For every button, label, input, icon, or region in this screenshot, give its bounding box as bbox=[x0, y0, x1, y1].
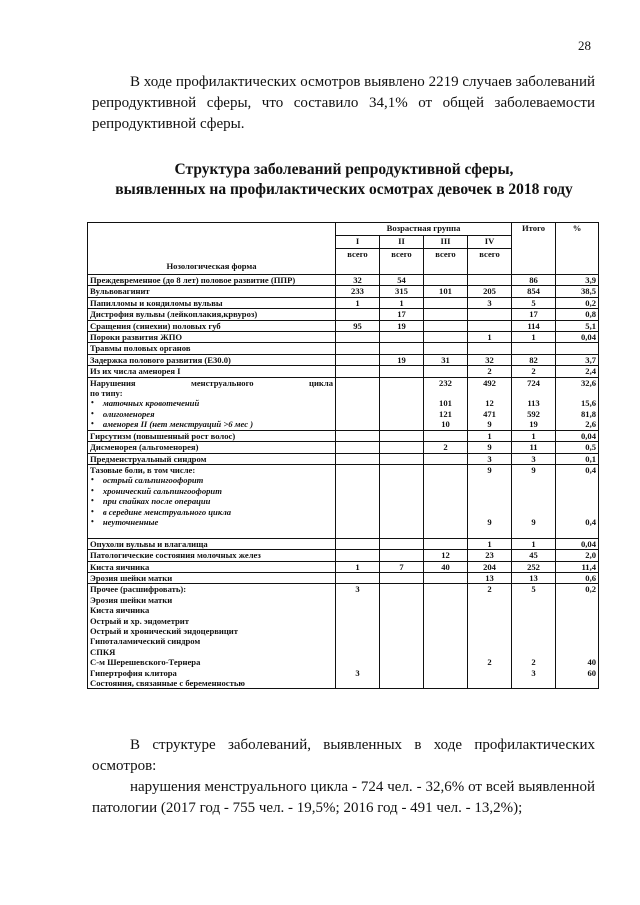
header-sub-1: всего bbox=[336, 249, 380, 275]
page-number: 28 bbox=[578, 38, 591, 53]
age-group-value bbox=[380, 538, 424, 549]
table-row bbox=[88, 538, 599, 549]
age-group-value bbox=[336, 332, 380, 343]
age-group-value bbox=[424, 275, 468, 286]
bullet-text: хронический сальпингоофорит bbox=[102, 485, 222, 496]
percent-value: 5,1 bbox=[556, 320, 599, 331]
percent-value: 0,04 bbox=[556, 538, 599, 549]
header-percent: % bbox=[556, 223, 599, 275]
age-group-value bbox=[336, 453, 380, 464]
sub-item: Острый и хронический эндоцервицит bbox=[90, 626, 238, 636]
table-row bbox=[88, 430, 599, 441]
nosology-name: Опухоли вульвы и влагалища bbox=[88, 538, 336, 549]
nosology-name: Вульвовагинит bbox=[88, 286, 336, 297]
sub-item: СПКЯ bbox=[90, 646, 116, 657]
total-value: 5 bbox=[512, 297, 556, 308]
age-group-value: 1 bbox=[336, 561, 380, 572]
nosology-name: Пороки развития ЖПО bbox=[88, 332, 336, 343]
bullet-item bbox=[90, 507, 333, 517]
age-group-value bbox=[468, 343, 512, 354]
title-line-1: Структура заболеваний репродуктивной сферы, bbox=[174, 161, 514, 178]
nosology-name bbox=[88, 584, 336, 689]
bullet-item bbox=[90, 419, 333, 429]
total-value bbox=[512, 343, 556, 354]
bullet-icon: • bbox=[91, 408, 94, 418]
age-group-value: 3 bbox=[468, 453, 512, 464]
age-group-value: 101 bbox=[424, 286, 468, 297]
subheading: Прочее (расшифровать): bbox=[90, 584, 187, 595]
bullet-icon: • bbox=[91, 419, 94, 429]
age-group-value: 9 bbox=[468, 442, 512, 453]
bullet-text: в середине менструального цикла bbox=[102, 506, 232, 517]
bullet-item bbox=[90, 517, 333, 527]
table-row bbox=[88, 550, 599, 561]
age-group-value: 315 bbox=[380, 286, 424, 297]
bullet-item bbox=[90, 409, 333, 419]
bullet-text: при спайках после операции bbox=[102, 496, 211, 507]
bullet-icon: • bbox=[91, 516, 94, 526]
percent-value: 0,1 bbox=[556, 453, 599, 464]
total-value: 45 bbox=[512, 550, 556, 561]
bullet-item bbox=[90, 496, 333, 506]
age-group-value bbox=[336, 572, 380, 583]
age-group-value bbox=[380, 464, 424, 538]
sub-item: Острый и хр. эндометрит bbox=[90, 615, 189, 626]
age-group-value bbox=[424, 538, 468, 549]
table-row bbox=[88, 561, 599, 572]
percent-value: 0,04 bbox=[556, 430, 599, 441]
age-group-value: 2 bbox=[424, 442, 468, 453]
age-group-value: 13 bbox=[468, 572, 512, 583]
age-group-value bbox=[468, 275, 512, 286]
total-value: 1 bbox=[512, 332, 556, 343]
age-group-value bbox=[380, 366, 424, 377]
nosology-name: Патологические состояния молочных желез bbox=[88, 550, 336, 561]
age-group-value: 32 bbox=[468, 354, 512, 365]
age-group-value bbox=[424, 464, 468, 538]
age-group-value bbox=[424, 297, 468, 308]
percent-value: 32,6 15,6 81,8 2,6 bbox=[556, 377, 599, 430]
percent-value: 0,4 0,4 bbox=[556, 464, 599, 538]
heading-word: Нарушения bbox=[90, 377, 136, 388]
sub-item: С-м Шерешевского-Тернера bbox=[90, 657, 201, 668]
bullet-icon: • bbox=[91, 398, 94, 408]
total-value: 114 bbox=[512, 320, 556, 331]
age-group-value: 1 bbox=[468, 430, 512, 441]
age-group-value bbox=[424, 366, 468, 377]
table-row bbox=[88, 572, 599, 583]
bullet-text: острый сальпингоофорит bbox=[102, 475, 204, 486]
bullet-text: аменорея II (нет менструаций >6 мес ) bbox=[102, 419, 254, 430]
age-group-value bbox=[380, 332, 424, 343]
header-age-1: I bbox=[336, 236, 380, 249]
age-group-value bbox=[380, 550, 424, 561]
total-value: 854 bbox=[512, 286, 556, 297]
age-group-value bbox=[424, 572, 468, 583]
header-sub-2: всего bbox=[380, 249, 424, 275]
age-group-value bbox=[336, 377, 380, 430]
age-group-value bbox=[424, 343, 468, 354]
percent-value: 0,2 40 60 bbox=[556, 584, 599, 689]
age-group-value: 1 bbox=[468, 332, 512, 343]
age-group-value: 54 bbox=[380, 275, 424, 286]
total-value: 1 bbox=[512, 430, 556, 441]
table-row bbox=[88, 343, 599, 354]
nosology-name: Сращения (синехии) половых губ bbox=[88, 320, 336, 331]
age-group-value bbox=[336, 309, 380, 320]
age-group-value: 31 bbox=[424, 354, 468, 365]
summary-block bbox=[92, 735, 595, 819]
table-row bbox=[88, 442, 599, 453]
age-group-value: 205 bbox=[468, 286, 512, 297]
age-group-value: 17 bbox=[380, 309, 424, 320]
age-group-value bbox=[336, 366, 380, 377]
nosology-name: Травмы половых органов bbox=[88, 343, 336, 354]
table-row bbox=[88, 332, 599, 343]
percent-value bbox=[556, 343, 599, 354]
age-group-value: 1 bbox=[468, 538, 512, 549]
age-group-value bbox=[336, 538, 380, 549]
menstrual-summary-paragraph: нарушения менструального цикла - 724 чел. - 32,6% от всей выявленной патологии (2017 год - 755 чел. - 19,5%; 2016 год - 491 чел. - 13,2%); bbox=[92, 779, 595, 816]
age-group-value: 32 bbox=[336, 275, 380, 286]
age-group-value: 2 bbox=[468, 366, 512, 377]
disease-structure-table bbox=[87, 222, 599, 689]
total-value: 13 bbox=[512, 572, 556, 583]
age-group-value bbox=[468, 309, 512, 320]
nosology-name: Гирсутизм (повышенный рост волос) bbox=[88, 430, 336, 441]
header-age-4: IV bbox=[468, 236, 512, 249]
bullet-text: олигоменорея bbox=[102, 408, 155, 419]
header-age-3: III bbox=[424, 236, 468, 249]
age-group-value bbox=[424, 430, 468, 441]
table-row bbox=[88, 286, 599, 297]
age-group-value: 1 bbox=[336, 297, 380, 308]
percent-value: 3,7 bbox=[556, 354, 599, 365]
age-group-value: 3 3 bbox=[336, 584, 380, 689]
age-group-value: 40 bbox=[424, 561, 468, 572]
age-group-value bbox=[336, 550, 380, 561]
age-group-value bbox=[424, 453, 468, 464]
header-total: Итого bbox=[512, 223, 556, 275]
age-group-value: 492 12 471 9 bbox=[468, 377, 512, 430]
nosology-name: Эрозия шейки матки bbox=[88, 572, 336, 583]
total-value: 17 bbox=[512, 309, 556, 320]
age-group-value bbox=[424, 309, 468, 320]
age-group-value bbox=[380, 430, 424, 441]
sub-item: Гипертрофия клитора bbox=[90, 667, 177, 678]
total-value: 1 bbox=[512, 538, 556, 549]
nosology-name: Киста яичника bbox=[88, 561, 336, 572]
header-nosology: Нозологическая форма bbox=[88, 223, 336, 275]
table-row bbox=[88, 275, 599, 286]
nosology-name: Предменструальный синдром bbox=[88, 453, 336, 464]
nosology-name: Задержка полового развития (Е30.0) bbox=[88, 354, 336, 365]
nosology-name bbox=[88, 464, 336, 538]
age-group-value bbox=[424, 584, 468, 689]
nosology-name bbox=[88, 377, 336, 430]
bullet-item bbox=[90, 398, 333, 408]
sub-item: Эрозия шейки матки bbox=[90, 594, 173, 605]
percent-value: 11,4 bbox=[556, 561, 599, 572]
total-value: 9 9 bbox=[512, 464, 556, 538]
percent-value: 0,04 bbox=[556, 332, 599, 343]
bullet-text: неуточненные bbox=[102, 516, 159, 527]
age-group-value: 19 bbox=[380, 354, 424, 365]
table-row bbox=[88, 354, 599, 365]
age-group-value: 95 bbox=[336, 320, 380, 331]
summary-paragraph: В структуре заболеваний, выявленных в ходе профилактических осмотров: bbox=[92, 737, 595, 774]
age-group-value: 2 2 bbox=[468, 584, 512, 689]
table-row bbox=[88, 377, 599, 430]
bullet-item bbox=[90, 486, 333, 496]
header-sub-3: всего bbox=[424, 249, 468, 275]
percent-value: 2,0 bbox=[556, 550, 599, 561]
age-group-value: 3 bbox=[468, 297, 512, 308]
table-title bbox=[90, 160, 598, 200]
age-group-value bbox=[380, 377, 424, 430]
sub-item: Состояния, связанные с беременностью bbox=[90, 678, 245, 689]
age-group-value: 233 bbox=[336, 286, 380, 297]
header-sub-4: всего bbox=[468, 249, 512, 275]
age-group-value: 23 bbox=[468, 550, 512, 561]
age-group-value: 7 bbox=[380, 561, 424, 572]
age-group-value bbox=[380, 453, 424, 464]
table-row bbox=[88, 584, 599, 689]
table-row bbox=[88, 366, 599, 377]
age-group-value: 19 bbox=[380, 320, 424, 331]
bullet-icon: • bbox=[91, 475, 94, 485]
total-value: 724 113 592 19 bbox=[512, 377, 556, 430]
sub-item: Киста яичника bbox=[90, 605, 150, 616]
table-row bbox=[88, 320, 599, 331]
age-group-value: 232 101 121 10 bbox=[424, 377, 468, 430]
header-age-group: Возрастная группа bbox=[336, 223, 512, 236]
total-value: 3 bbox=[512, 453, 556, 464]
total-value: 5 2 3 bbox=[512, 584, 556, 689]
bullet-icon: • bbox=[91, 496, 94, 506]
heading-word: менструального bbox=[191, 377, 254, 388]
subheading: по типу: bbox=[90, 388, 123, 399]
age-group-value bbox=[380, 572, 424, 583]
nosology-name: Преждевременное (до 8 лет) половое развитие (ППР) bbox=[88, 275, 336, 286]
age-group-value bbox=[336, 343, 380, 354]
bullet-icon: • bbox=[91, 506, 94, 516]
total-value: 86 bbox=[512, 275, 556, 286]
age-group-value bbox=[380, 343, 424, 354]
nosology-name: Дистрофия вульвы (лейкоплакия,крвуроз) bbox=[88, 309, 336, 320]
total-value: 252 bbox=[512, 561, 556, 572]
age-group-value bbox=[336, 464, 380, 538]
age-group-value bbox=[380, 584, 424, 689]
total-value: 2 bbox=[512, 366, 556, 377]
age-group-value: 12 bbox=[424, 550, 468, 561]
heading-word: цикла bbox=[309, 377, 333, 388]
intro-paragraph: В ходе профилактических осмотров выявлено 2219 случаев заболеваний репродуктивной сферы, что составило 34,1% от общей заболеваемости репродуктивной сферы. bbox=[92, 74, 595, 132]
subheading: Тазовые боли, в том числе: bbox=[90, 464, 196, 475]
age-group-value bbox=[336, 354, 380, 365]
table-row bbox=[88, 453, 599, 464]
percent-value: 38,5 bbox=[556, 286, 599, 297]
table-row bbox=[88, 464, 599, 538]
total-value: 11 bbox=[512, 442, 556, 453]
age-group-value: 204 bbox=[468, 561, 512, 572]
age-group-value: 1 bbox=[380, 297, 424, 308]
bullet-text: маточных кровотечений bbox=[102, 398, 200, 409]
nosology-name: Из их числа аменорея I bbox=[88, 366, 336, 377]
title-line-2: выявленных на профилактических осмотрах девочек в 2018 году bbox=[115, 181, 573, 198]
nosology-name: Дисменорея (альгоменорея) bbox=[88, 442, 336, 453]
age-group-value bbox=[380, 442, 424, 453]
percent-value: 0,5 bbox=[556, 442, 599, 453]
total-value: 82 bbox=[512, 354, 556, 365]
nosology-name: Папилломы и кондиломы вульвы bbox=[88, 297, 336, 308]
percent-value: 0,8 bbox=[556, 309, 599, 320]
age-group-value bbox=[424, 320, 468, 331]
age-group-value bbox=[336, 442, 380, 453]
header-age-2: II bbox=[380, 236, 424, 249]
bullet-icon: • bbox=[91, 485, 94, 495]
percent-value: 3,9 bbox=[556, 275, 599, 286]
percent-value: 0,2 bbox=[556, 297, 599, 308]
age-group-value bbox=[424, 332, 468, 343]
percent-value: 2,4 bbox=[556, 366, 599, 377]
sub-item: Гипоталамический синдром bbox=[90, 636, 201, 647]
age-group-value bbox=[468, 320, 512, 331]
age-group-value bbox=[336, 430, 380, 441]
bullet-item bbox=[90, 475, 333, 485]
age-group-value: 9 9 bbox=[468, 464, 512, 538]
percent-value: 0,6 bbox=[556, 572, 599, 583]
table-row bbox=[88, 309, 599, 320]
table-row bbox=[88, 297, 599, 308]
